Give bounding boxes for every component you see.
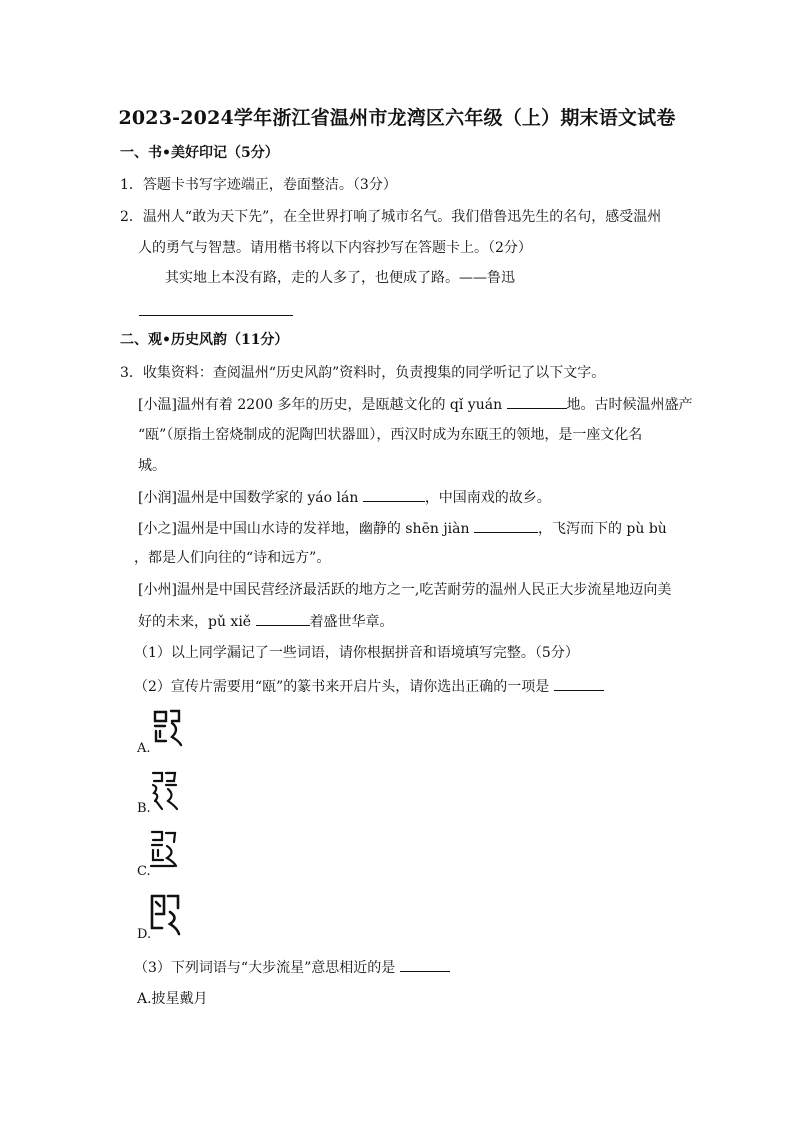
sub-question-3 <box>134 957 450 978</box>
option-c-label: C. <box>137 864 151 879</box>
seal-script-glyph-b-icon <box>150 769 180 811</box>
xiaowen-line3: 城。 <box>138 458 166 474</box>
xiaozhou-line1: [小州]温州是中国民营经济最活跃的地方之一,吃苦耐劳的温州人民正大步流星地迈向美 <box>138 582 672 598</box>
blank-puxie <box>256 611 310 626</box>
xiaozhi-text-b: ，飞泻而下的 pù bù <box>537 521 667 537</box>
question-3-intro: 3．收集资料：查阅温州“历史风韵”资料时，负责搜集的同学听记了以下文字。 <box>120 365 606 381</box>
xiaozhi-line2: ，都是人们向往的“诗和远方”。 <box>134 550 331 566</box>
blank-qiyuan <box>507 394 567 409</box>
xiaozhou-text-a: 好的未来，pǔ xiě <box>138 614 256 630</box>
answer-line <box>139 315 293 316</box>
sub-question-2 <box>134 676 604 697</box>
blank-answer-2 <box>554 676 604 691</box>
quote-text: 其实地上本没有路，走的人多了，也便成了路。——鲁迅 <box>165 270 515 286</box>
xiaowen-text-a: [小温]温州有着 2200 多年的历史，是瓯越文化的 qǐ yuán <box>138 397 507 413</box>
sub-question-2-text: （2）宣传片需要用“瓯”的篆书来开启片头，请你选出正确的一项是 <box>134 679 554 695</box>
sub-question-3-text: （3）下列词语与“大步流星”意思相近的是 <box>134 960 400 976</box>
question-2-line1: 2．温州人“敢为天下先”，在全世界打响了城市名气。我们借鲁迅先生的名句，感受温州 <box>120 209 662 225</box>
section2-heading: 二、观•历史风韵（11分） <box>120 332 289 348</box>
xiaorun-line <box>138 487 551 508</box>
xiaozhou-text-b: 着盛世华章。 <box>309 614 394 630</box>
xiaorun-text-a: [小润]温州是中国数学家的 yáo lán <box>138 490 363 506</box>
option-d-label: D. <box>137 927 152 942</box>
xiaozhi-line1 <box>138 518 667 539</box>
xiaowen-line2: “瓯”（原指土窑烧制成的泥陶凹状器皿），西汉时成为东瓯王的领地，是一座文化名 <box>138 427 643 443</box>
seal-script-glyph-a-icon <box>152 707 184 749</box>
sub-question-1: （1）以上同学漏记了一些词语，请你根据拼音和语境填写完整。（5分） <box>134 645 579 661</box>
blank-yaolan <box>363 487 425 502</box>
page-title: 2023-2024学年浙江省温州市龙湾区六年级（上）期末语文试卷 <box>118 107 676 129</box>
xiaowen-text-b: 地。古时候温州盛产 <box>566 397 693 413</box>
question-1: 1．答题卡书写字迹端正，卷面整洁。（3分） <box>120 177 397 193</box>
xiaozhou-line2 <box>138 611 394 632</box>
xiaozhi-text-a: [小之]温州是中国山水诗的发祥地，幽静的 shēn jiàn <box>138 521 474 537</box>
blank-answer-3 <box>400 957 450 972</box>
blank-shenjian <box>474 518 538 533</box>
option-a-label: A. <box>137 741 151 756</box>
option-b-label: B. <box>137 801 151 816</box>
seal-script-glyph-c-icon <box>148 828 180 870</box>
question-2-line2: 人的勇气与智慧。请用楷书将以下内容抄写在答题卡上。（2分） <box>138 240 532 256</box>
section1-heading: 一、书•美好印记（5分） <box>120 145 279 161</box>
sub-question-3-option-a: A.披星戴月 <box>137 991 208 1007</box>
seal-script-glyph-d-icon <box>148 892 182 936</box>
xiaowen-line1 <box>138 394 693 415</box>
xiaorun-text-b: ，中国南戏的故乡。 <box>424 490 551 506</box>
